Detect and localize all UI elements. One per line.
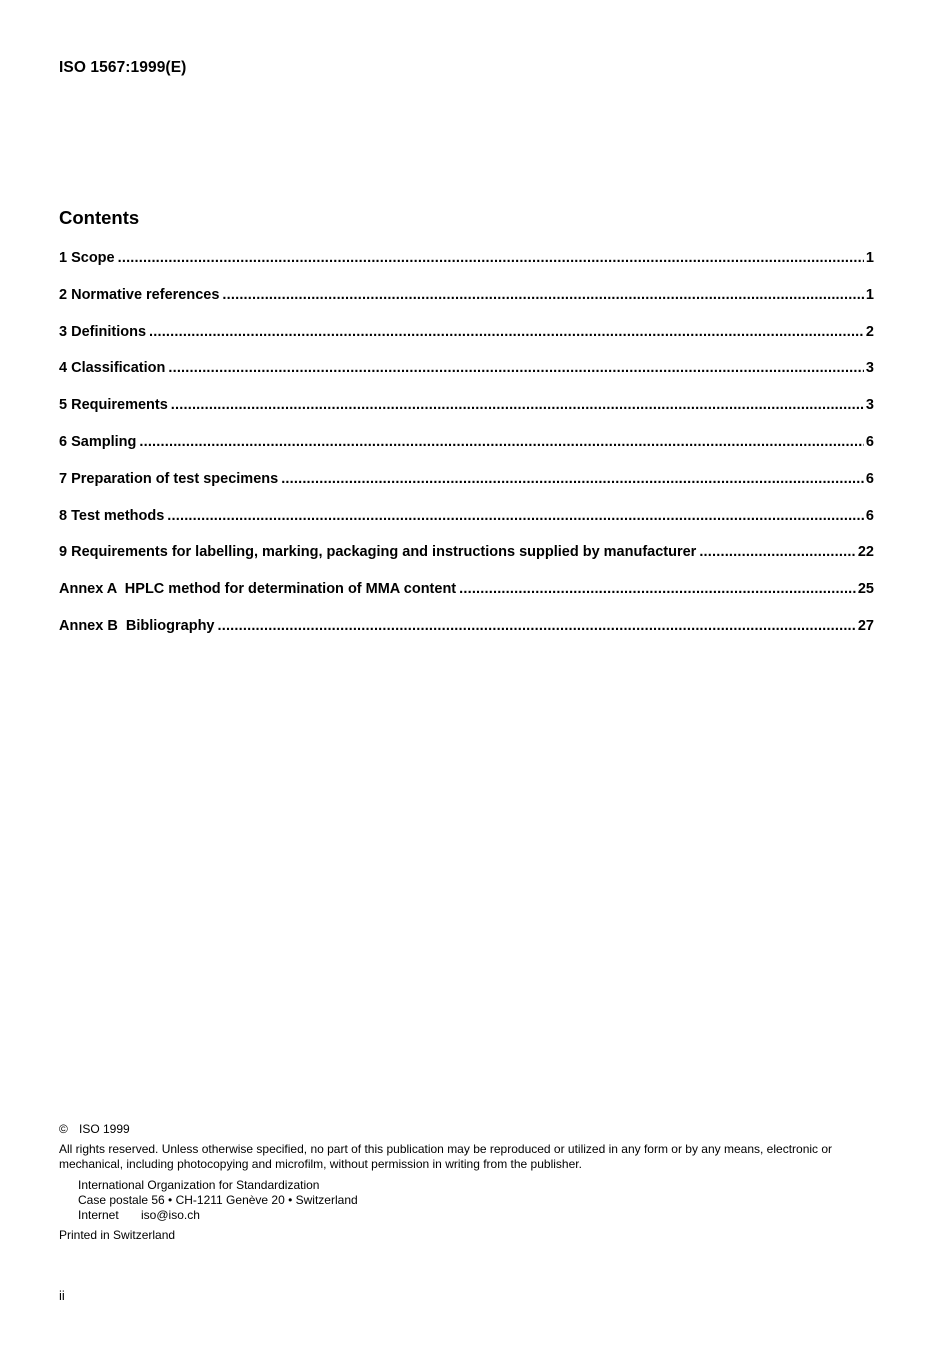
toc-entry-page: 27 [857, 617, 874, 634]
table-of-contents [59, 250, 874, 655]
toc-dot-leader [171, 397, 864, 413]
toc-entry-title: Annex B Bibliography [59, 617, 215, 634]
toc-entry-page: 1 [865, 286, 874, 303]
rights-statement: All rights reserved. Unless otherwise specified, no part of this publication may be reproduced or utilized in any form or by any means, electronic or mechanical, including photocopying and microfilm, without permission in writing from the publisher. [59, 1142, 833, 1171]
toc-entry-requirements[interactable] [59, 397, 874, 434]
org-address: Case postale 56 • CH-1211 Genève 20 • Switzerland [78, 1193, 358, 1207]
copyright-symbol: © [59, 1122, 68, 1136]
copyright-line [59, 1122, 879, 1137]
org-name: International Organization for Standardization [78, 1178, 320, 1192]
toc-dot-leader [699, 544, 856, 560]
toc-entry-labelling-requirements[interactable] [59, 544, 874, 581]
toc-entry-title: 6 Sampling [59, 433, 137, 450]
toc-dot-leader [168, 360, 864, 376]
iso-address [78, 1178, 879, 1223]
contents-heading: Contents [59, 207, 140, 228]
toc-entry-page: 6 [865, 507, 874, 524]
toc-entry-definitions[interactable] [59, 324, 874, 361]
toc-entry-page: 22 [857, 544, 874, 561]
toc-dot-leader [222, 287, 864, 303]
toc-entry-title: 3 Definitions [59, 323, 147, 340]
toc-entry-title: 5 Requirements [59, 397, 168, 414]
toc-entry-sampling[interactable] [59, 434, 874, 471]
toc-dot-leader [218, 618, 856, 634]
internet-line [78, 1208, 879, 1223]
toc-entry-annex-b[interactable] [59, 618, 874, 655]
toc-dot-leader [459, 581, 856, 597]
toc-entry-title: 4 Classification [59, 360, 166, 377]
toc-entry-page: 6 [865, 470, 874, 487]
toc-entry-page: 6 [865, 433, 874, 450]
toc-entry-preparation-of-test-specimens[interactable] [59, 471, 874, 508]
toc-entry-title: 8 Test methods [59, 507, 165, 524]
toc-entry-title: 7 Preparation of test specimens [59, 470, 279, 487]
toc-entry-page: 25 [857, 581, 874, 598]
toc-entry-title: 9 Requirements for labelling, marking, packaging and instructions supplied by manufacturer [59, 544, 697, 561]
toc-entry-page: 3 [865, 397, 874, 414]
toc-entry-scope[interactable] [59, 250, 874, 287]
page-number: ii [59, 1288, 65, 1303]
toc-dot-leader [139, 434, 864, 450]
toc-entry-classification[interactable] [59, 360, 874, 397]
toc-dot-leader [149, 324, 864, 340]
internet-email: iso@iso.ch [141, 1208, 200, 1222]
toc-entry-title: 1 Scope [59, 250, 115, 266]
toc-dot-leader [167, 508, 864, 524]
toc-entry-test-methods[interactable] [59, 508, 874, 545]
printed-in: Printed in Switzerland [59, 1228, 176, 1242]
toc-entry-annex-a[interactable] [59, 581, 874, 618]
copyright-text: ISO 1999 [79, 1122, 130, 1136]
toc-dot-leader [281, 471, 864, 487]
copyright-notice [59, 1122, 879, 1243]
toc-entry-title: Annex A HPLC method for determination of MMA content [59, 581, 457, 598]
toc-entry-page: 1 [865, 250, 874, 266]
internet-label: Internet [78, 1208, 119, 1222]
toc-entry-page: 3 [865, 360, 874, 377]
toc-dot-leader [118, 250, 864, 266]
document-reference: ISO 1567:1999(E) [59, 59, 187, 76]
toc-entry-page: 2 [865, 323, 874, 340]
toc-entry-title: 2 Normative references [59, 286, 220, 303]
toc-entry-normative-references[interactable] [59, 287, 874, 324]
